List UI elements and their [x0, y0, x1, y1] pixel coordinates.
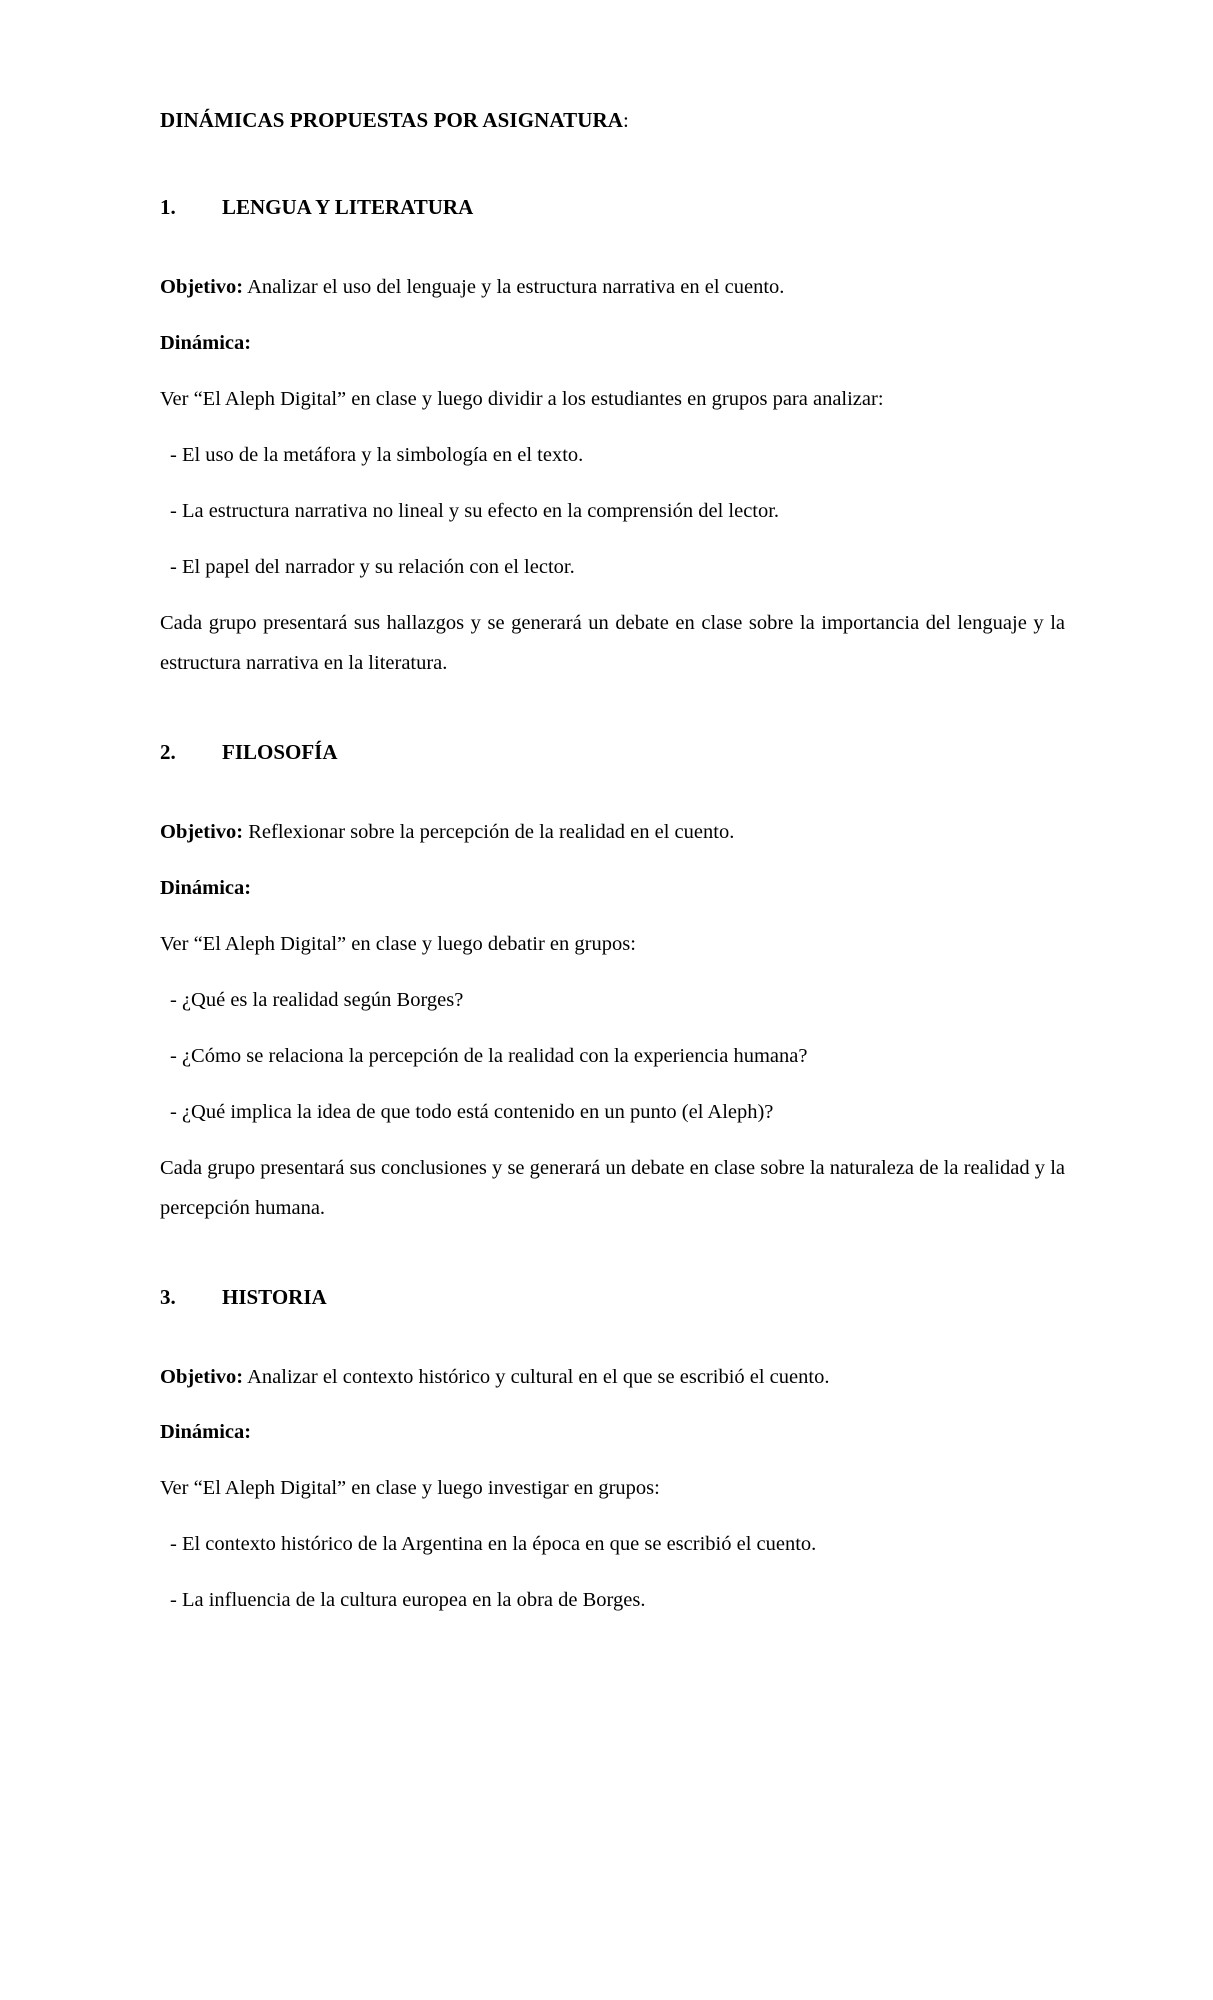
section-historia: [160, 1285, 1065, 1622]
objective-label: Objetivo:: [160, 820, 244, 843]
dynamic-intro: Ver “El Aleph Digital” en clase y luego dividir a los estudiantes en grupos para analizar:: [160, 387, 884, 410]
dynamic-label: Dinámica:: [160, 331, 252, 354]
list-item: - La estructura narrativa no lineal y su efecto en la comprensión del lector.: [170, 499, 780, 522]
dynamic-label: Dinámica:: [160, 876, 252, 899]
objective-text: Analizar el contexto histórico y cultural en el que se escribió el cuento.: [243, 1365, 830, 1388]
page-title-colon: :: [623, 108, 629, 132]
section-number: 2.: [160, 739, 176, 764]
section-name: FILOSOFÍA: [222, 739, 338, 764]
dynamic-intro: Ver “El Aleph Digital” en clase y luego debatir en grupos:: [160, 932, 636, 955]
section-heading: [160, 1285, 1065, 1310]
list-item: - ¿Cómo se relaciona la percepción de la realidad con la experiencia humana?: [170, 1044, 808, 1067]
section-heading: [160, 740, 1065, 765]
section-lengua-y-literatura: [160, 195, 1065, 684]
dynamic-label: Dinámica:: [160, 1421, 252, 1444]
section-name: LENGUA Y LITERATURA: [222, 195, 474, 219]
objective-label: Objetivo:: [160, 276, 244, 298]
page-title: [160, 108, 1065, 133]
closing-paragraph: Cada grupo presentará sus conclusiones y se generará un debate en clase sobre la naturaleza de la realidad y la percepción humana.: [160, 1156, 1065, 1219]
list-item: - El contexto histórico de la Argentina en la época en que se escribió el cuento.: [170, 1533, 817, 1556]
objective-label: Objetivo:: [160, 1365, 244, 1388]
objective-text: Analizar el uso del lenguaje y la estructura narrativa en el cuento.: [243, 276, 785, 298]
list-item: - ¿Qué es la realidad según Borges?: [170, 988, 464, 1011]
section-name: HISTORIA: [222, 1284, 327, 1309]
list-item: - El papel del narrador y su relación con el lector.: [170, 555, 575, 578]
closing-paragraph: Cada grupo presentará sus hallazgos y se generará un debate en clase sobre la importancia del lenguaje y la estructura narrativa en la literatura.: [160, 611, 1065, 674]
section-number: 3.: [160, 1284, 176, 1309]
dynamic-intro: Ver “El Aleph Digital” en clase y luego investigar en grupos:: [160, 1477, 660, 1500]
section-filosofia: [160, 740, 1065, 1229]
objective-line: [160, 268, 1065, 308]
section-spacer: [160, 684, 1065, 740]
objective-text: Reflexionar sobre la percepción de la realidad en el cuento.: [243, 820, 735, 843]
list-item: - La influencia de la cultura europea en la obra de Borges.: [170, 1589, 646, 1612]
objective-line: [160, 813, 1065, 853]
section-spacer: [160, 1229, 1065, 1285]
section-heading: [160, 195, 1065, 220]
list-item: - ¿Qué implica la idea de que todo está contenido en un punto (el Aleph)?: [170, 1100, 774, 1123]
section-number: 1.: [160, 195, 176, 219]
objective-line: [160, 1358, 1065, 1398]
list-item: - El uso de la metáfora y la simbología en el texto.: [170, 443, 584, 466]
page-title-text: DINÁMICAS PROPUESTAS POR ASIGNATURA: [160, 108, 624, 132]
